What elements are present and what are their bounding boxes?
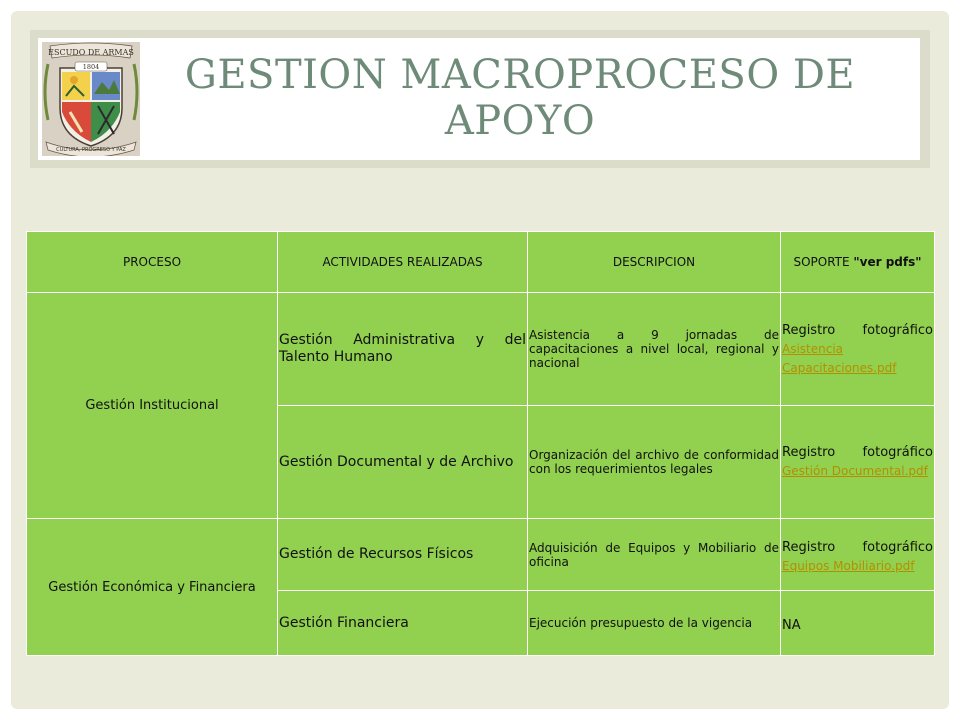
- slide-title-line2: APOYO: [444, 98, 596, 144]
- soporte-cell: [781, 293, 935, 406]
- logo-year: 1804: [82, 63, 100, 71]
- actividad-cell: Gestión Documental y de Archivo: [278, 406, 528, 519]
- slide-title: [150, 52, 890, 144]
- soporte-cell: [781, 519, 935, 591]
- actividad-cell: Gestión Financiera: [278, 591, 528, 656]
- soporte-text: Registro fotográfico: [782, 539, 933, 555]
- slide-title-line1: GESTION MACROPROCESO DE: [184, 52, 856, 98]
- soporte-cell: [781, 406, 935, 519]
- descripcion-cell: Asistencia a 9 jornadas de capacitaciones a nivel local, regional y nacional: [528, 293, 781, 406]
- header-proceso: PROCESO: [27, 232, 278, 293]
- actividad-cell: Gestión de Recursos Físicos: [278, 519, 528, 591]
- soporte-cell: NA: [781, 591, 935, 656]
- proceso-cell: Gestión Económica y Financiera: [27, 519, 278, 656]
- pdf-link[interactable]: Equipos Mobiliario.pdf: [782, 558, 915, 573]
- logo-motto: CULTURA, PROGRESO Y PAZ: [56, 147, 126, 153]
- pdf-link[interactable]: Gestión Documental.pdf: [782, 464, 928, 478]
- descripcion-cell: Adquisición de Equipos y Mobiliario de oficina: [528, 519, 781, 591]
- coat-of-arms-logo: [42, 42, 140, 156]
- header-descripcion: DESCRIPCION: [528, 232, 781, 293]
- header-soporte: [781, 232, 935, 293]
- descripcion-cell: Organización del archivo de conformidad con los requerimientos legales: [528, 406, 781, 519]
- header-soporte-label: SOPORTE: [793, 255, 854, 269]
- logo-heading: ESCUDO DE ARMAS: [48, 48, 134, 57]
- soporte-text: Registro fotográfico: [782, 445, 933, 460]
- pdf-link[interactable]: Asistencia Capacitaciones.pdf: [782, 341, 897, 375]
- header-actividades: ACTIVIDADES REALIZADAS: [278, 232, 528, 293]
- table-header-row: [27, 232, 935, 293]
- descripcion-cell: Ejecución presupuesto de la vigencia: [528, 591, 781, 656]
- actividad-cell: Gestión Administrativa y del Talento Humano: [278, 293, 528, 406]
- header-soporte-bold: "ver pdfs": [853, 255, 922, 269]
- process-table: [26, 231, 935, 656]
- table-row: [27, 293, 935, 406]
- soporte-text: Registro fotográfico: [782, 322, 933, 338]
- table-row: [27, 519, 935, 591]
- proceso-cell: Gestión Institucional: [27, 293, 278, 519]
